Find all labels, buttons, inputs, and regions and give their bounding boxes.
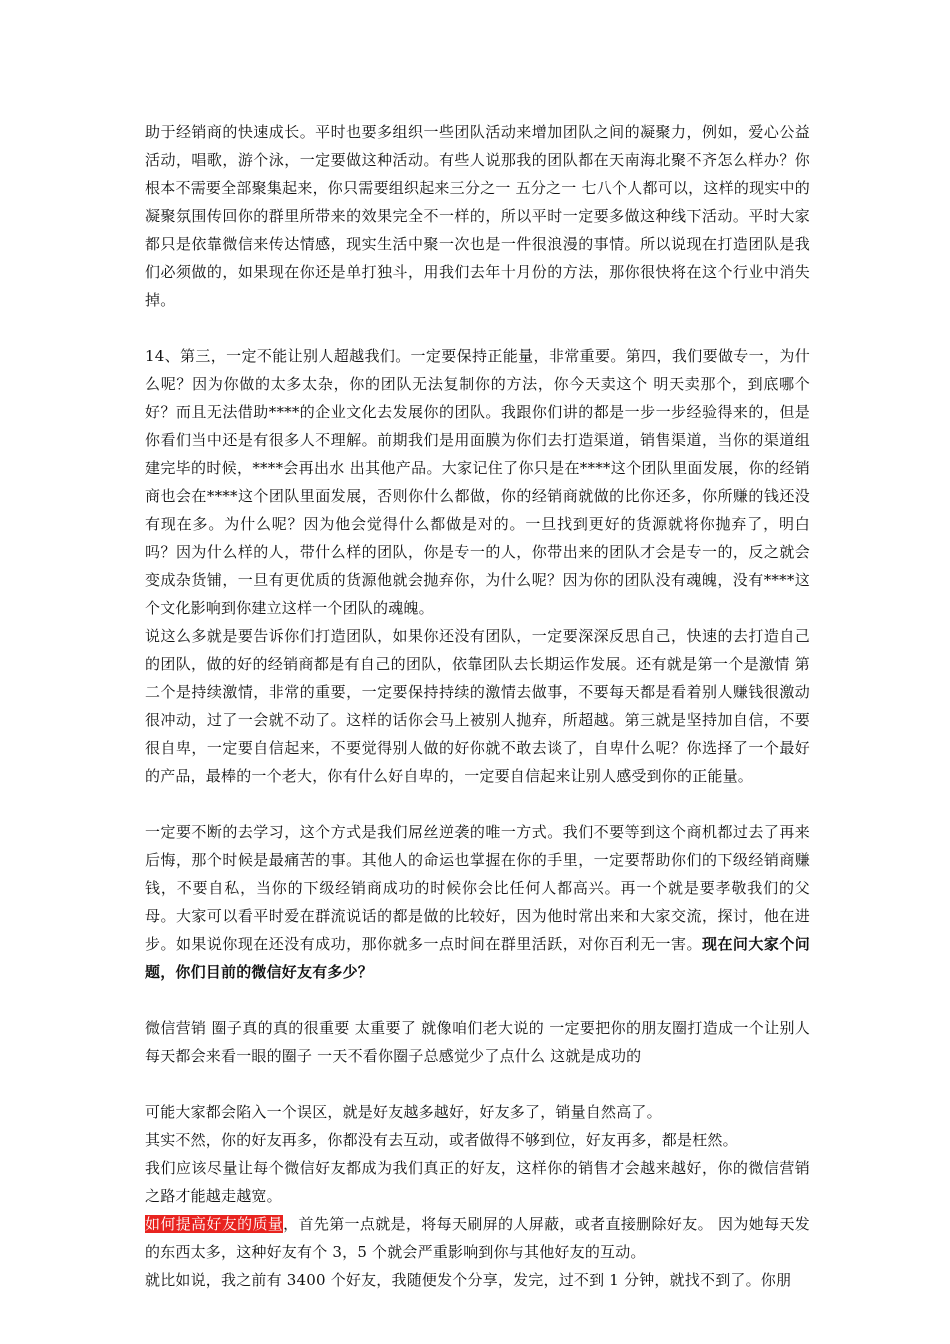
- paragraph-keep-learning: [145, 818, 810, 986]
- paragraph-not-so: 其实不然，你的好友再多，你都没有去互动，或者做得不够到位，好友再多，都是枉然。: [145, 1131, 738, 1149]
- friend-quality-text: ，首先第一点就是，将每天刷屏的人屏蔽，或者直接删除好友。 因为她每天发的东西太多，这种好友有个 3，5 个就会严重影响到你与其他好友的互动。: [145, 1215, 810, 1261]
- paragraph-team-activities: 助于经销商的快速成长。平时也要多组织一些团队活动来增加团队之间的凝聚力，例如，爱心公益活动，唱歌，游个泳，一定要做这种活动。有些人说那我的团队都在天南海北聚不齐怎么样办？你根本不需要全部聚集起来，你只需要组织起来三分之一 五分之一 七八个人都可以，这样的现实中的凝聚氛围传回你的群里所带来的效果完全不一样的，所以平时一定要多做这种线下活动。平时大家都只是依靠微信来传达情感，现实生活中聚一次也是一件很浪漫的事情。所以说现在打造团队是我们必须做的，如果现在你还是单打独斗，用我们去年十月份的方法，那你很快将在这个行业中消失掉。: [145, 123, 810, 309]
- paragraph-stay-focused: 14、第三，一定不能让别人超越我们。一定要保持正能量，非常重要。第四，我们要做专一，为什么呢？因为你做的太多太杂，你的团队无法复制你的方法，你今天卖这个 明天卖那个，到底哪个好？而且无法借助****的企业文化去发展你的团队。我跟你们讲的都是一步一步经验得来的，但是你看们当中还是有很多人不理解。前期我们是用面膜为你们去打造渠道，销售渠道，当你的渠道组建完毕的时候，****会再出水 出其他产品。大家记住了你只是在****这个团队里面发展，你的经销商也会在****这个团队里面发展，否则你什么都做，你的经销商就做的比你还多，你所赚的钱还没有现在多。为什么呢？因为他会觉得什么都做是对的。一旦找到更好的货源就将你抛弃了，明白吗？因为什么样的人，带什么样的团队，你是专一的人，你带出来的团队才会是专一的，反之就会变成杂货铺，一旦有更优质的货源他就会抛弃你，为什么呢？因为你的团队没有魂魄，没有****这个文化影响到你建立这样一个团队的魂魄。: [145, 347, 810, 617]
- paragraph-real-friends: 我们应该尽量让每个微信好友都成为我们真正的好友，这样你的销售才会越来越好，你的微信营销之路才能越走越宽。: [145, 1159, 810, 1205]
- question-bold: 现在问大家个问题，你们目前的微信好友有多少？: [145, 935, 810, 981]
- paragraph-build-team: 说这么多就是要告诉你们打造团队，如果你还没有团队，一定要深深反思自己，快速的去打造自己的团队，做的好的经销商都是有自己的团队，依靠团队去长期运作发展。还有就是第一个是激情 第二个是持续激情，非常的重要，一定要保持持续的激情去做事，不要每天都是看着别人赚钱很激动很冲动，过了一会就不动了。这样的话你会马上被别人抛弃，所超越。第三就是坚持加自信，不要很自卑，一定要自信起来，不要觉得别人做的好你就不敢去谈了，自卑什么呢？你选择了一个最好的产品，最棒的一个老大，你有什么好自卑的，一定要自信起来让别人感受到你的正能量。: [145, 627, 810, 785]
- keep-learning-text: 一定要不断的去学习，这个方式是我们屌丝逆袭的唯一方式。我们不要等到这个商机都过去了再来后悔，那个时候是最痛苦的事。其他人的命运也掌握在你的手里，一定要帮助你们的下级经销商赚钱，不要自私，当你的下级经销商成功的时候你会比任何人都高兴。再一个就是要孝敬我们的父母。大家可以看平时爱在群流说话的都是做的比较好，因为他时常出来和大家交流，探讨，他在进步。如果说你现在还没有成功，那你就多一点时间在群里活跃，对你百利无一害。: [145, 823, 810, 953]
- paragraph-friend-quality: [145, 1210, 810, 1266]
- paragraph-misconception: 可能大家都会陷入一个误区，就是好友越多越好，好友多了，销量自然高了。: [145, 1103, 662, 1121]
- paragraph-wechat-circle: 微信营销 圈子真的真的很重要 太重要了 就像咱们老大说的 一定要把你的朋友圈打造成一个让别人每天都会来看一眼的圈子 一天不看你圈子总感觉少了点什么 这就是成功的: [145, 1019, 810, 1065]
- paragraph-example: 就比如说，我之前有 3400 个好友，我随便发个分享，发完，过不到 1 分钟，就找不到了。你朋: [145, 1271, 792, 1289]
- document-body: [145, 118, 810, 1294]
- highlight-heading: 如何提高好友的质量: [145, 1215, 284, 1233]
